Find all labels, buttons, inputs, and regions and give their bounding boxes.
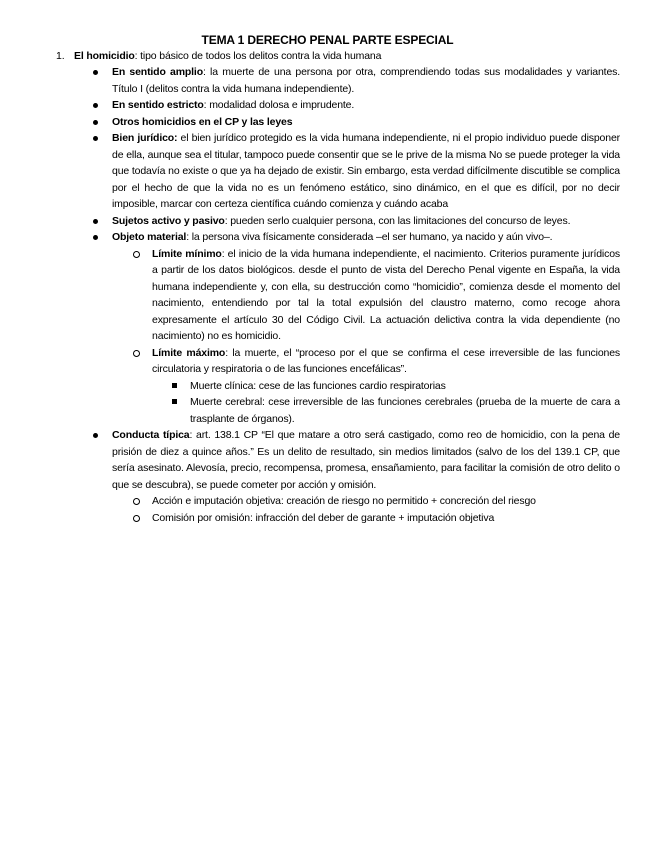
section-label: El homicidio <box>74 50 135 62</box>
list-item <box>112 97 620 114</box>
item-label: Objeto material <box>112 231 187 243</box>
item-text: : el inicio de la vida humana independiente, el nacimiento. Criterios puramente jurídicos a partir de los datos biológicos. desde el punto de vista del Derecho Penal vigente en España, la vida humana independiente y, con ella, su destrucción como “homicidio”, comienza desde el momento del nacimiento, entendiendo por tal la total expulsión del claustro materno, como recoge ahora expresamente el artículo 30 del Código Civil. La actuación delictiva contra la vida dependiente (no nacimiento) no es homicidio. <box>152 247 620 342</box>
list-item <box>112 114 620 131</box>
sub-sub-item: Muerte clínica: cese de las funciones cardio respiratorias <box>190 378 620 395</box>
item-label: Bien jurídico: <box>112 132 178 144</box>
sub-list <box>112 246 620 428</box>
sub-item: Acción e imputación objetiva: creación de riesgo no permitido + concreción del riesgo <box>152 493 620 510</box>
item-label: En sentido amplio <box>112 66 203 78</box>
item-label: Otros homicidios en el CP y las leyes <box>112 115 293 128</box>
sub-sub-list <box>152 378 620 428</box>
list-item <box>112 427 620 526</box>
item-label: En sentido estricto <box>112 99 204 111</box>
item-text: : la muerte, el “proceso por el que se confirma el cese irreversible de las funciones circulatoria y respiratoria o de las funciones encefálicas”. <box>152 346 620 375</box>
page-title: TEMA 1 DERECHO PENAL PARTE ESPECIAL <box>201 33 454 47</box>
section-heading <box>74 48 381 65</box>
item-text: el bien jurídico protegido es la vida humana independiente, ni el propio individuo puede disponer de ella, aunque sea el titular, tampoco puede consentir que se le prive de la misma No se puede proteger la vida que todavía no existe o que ya ha dejado de existir. Sin embargo, esta verdad difícilmente discutible se complica por el hecho de que la vida no es un fenómeno estático, sino dinámico, en el que es difícil, por no decir imposible, marcar con certeza científica cuándo comienza y cuándo acaba <box>112 132 620 210</box>
item-label: Sujetos activo y pasivo <box>112 214 225 227</box>
list-item <box>112 130 620 213</box>
item-label: Límite máximo <box>152 346 226 359</box>
sub-sub-item: Muerte cerebral: cese irreversible de las funciones cerebrales (prueba de la muerte de cara a trasplante de órganos). <box>190 394 620 427</box>
section-text: : tipo básico de todos los delitos contra la vida humana <box>134 50 382 62</box>
sub-item <box>152 246 620 345</box>
list-item <box>112 64 620 97</box>
item-text: : la muerte de una persona por otra, comprendiendo todas sus modalidades y variantes. Título I (delitos contra la vida humana independiente). <box>112 66 621 95</box>
bullet-list <box>112 64 620 526</box>
list-item <box>112 213 620 230</box>
sub-item <box>152 345 620 428</box>
item-label: Conducta típica <box>112 429 190 441</box>
item-text: : modalidad dolosa e imprudente. <box>203 99 355 111</box>
item-text: : la persona viva físicamente considerada –el ser humano, ya nacido y aún vivo–. <box>186 231 553 243</box>
item-label: Límite mínimo <box>152 247 222 260</box>
list-item <box>112 229 620 427</box>
section-number: 1. <box>56 50 65 62</box>
item-text: : art. 138.1 CP “El que matare a otro será castigado, como reo de homicidio, con la pena de prisión de diez a quince años.” Es un delito de resultado, sin medios limitados (salvo de los del 139.1 CP, que sería asesinato. Alevosía, precio, recompensa, promesa, ensañamiento, para facilitar la comisión de otro delito o que se descubra), se puede cometer por acción y omisión. <box>112 429 620 491</box>
sub-list <box>112 493 620 526</box>
sub-item: Comisión por omisión: infracción del deber de garante + imputación objetiva <box>152 510 620 527</box>
item-text: : pueden serlo cualquier persona, con las limitaciones del concurso de leyes. <box>224 214 571 227</box>
